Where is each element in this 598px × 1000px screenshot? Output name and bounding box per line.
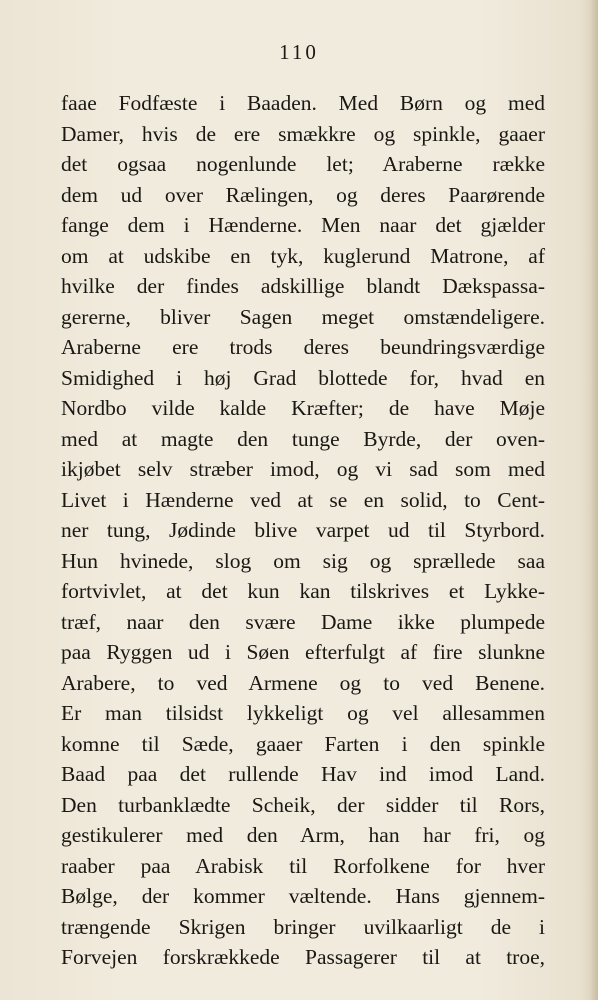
text-line: Hun hvinede, slog om sig og sprællede saa	[61, 548, 545, 573]
text-line: Smidighed i høj Grad blottede for, hvad en	[61, 365, 545, 390]
text-line: hvilke der findes adskillige blandt Dækspassa-	[61, 274, 545, 298]
text-line: Damer, hvis de ere smækkre og spinkle, gaaer	[61, 121, 545, 146]
text-line: Nordbo vilde kalde Kræfter; de have Møje	[61, 396, 545, 420]
text-line: Forvejen forskrækkede Passagerer til at troe,	[61, 945, 545, 969]
page-number: 110	[279, 40, 319, 64]
text-line: ner tung, Jødinde blive varpet ud til Styrbord.	[61, 518, 545, 542]
text-line: gestikulerer med den Arm, han har fri, og	[61, 823, 545, 847]
text-line: paa Ryggen ud i Søen efterfulgt af fire slunkne	[61, 640, 545, 664]
text-line: Den turbanklædte Scheik, der sidder til Rors,	[61, 792, 545, 817]
text-line: Bølge, der kommer væltende. Hans gjennem-	[61, 884, 545, 908]
text-line: komne til Sæde, gaaer Farten i den spinkle	[61, 731, 545, 756]
text-line: fortvivlet, at det kun kan tilskrives et Lykke-	[61, 579, 545, 603]
text-line: trængende Skrigen bringer uvilkaarligt de i	[61, 914, 545, 939]
text-line: Baad paa det rullende Hav ind imod Land.	[61, 762, 545, 786]
body-text	[61, 88, 545, 973]
page-edge-shadow	[590, 0, 598, 1000]
text-line: Livet i Hænderne ved at se en solid, to Cent-	[61, 487, 545, 512]
text-line: Er man tilsidst lykkeligt og vel allesammen	[61, 701, 545, 725]
text-line: det ogsaa nogenlunde let; Araberne række	[61, 152, 545, 176]
text-line: raaber paa Arabisk til Rorfolkene for hver	[61, 853, 545, 878]
text-line: dem ud over Rælingen, og deres Paarørende	[61, 182, 545, 207]
text-line: ikjøbet selv stræber imod, og vi sad som med	[61, 457, 545, 481]
text-line: fange dem i Hænderne. Men naar det gjælder	[61, 213, 545, 237]
text-line: Araberne ere trods deres beundringsværdige	[61, 335, 545, 359]
text-line: om at udskibe en tyk, kuglerund Matrone, af	[61, 243, 545, 268]
text-line: faae Fodfæste i Baaden. Med Børn og med	[61, 91, 545, 115]
text-line: Arabere, to ved Armene og to ved Benene.	[61, 670, 545, 695]
text-line: med at magte den tunge Byrde, der oven-	[61, 426, 545, 451]
text-line: træf, naar den svære Dame ikke plumpede	[61, 609, 545, 634]
text-line: gererne, bliver Sagen meget omstændeligere.	[61, 304, 545, 329]
